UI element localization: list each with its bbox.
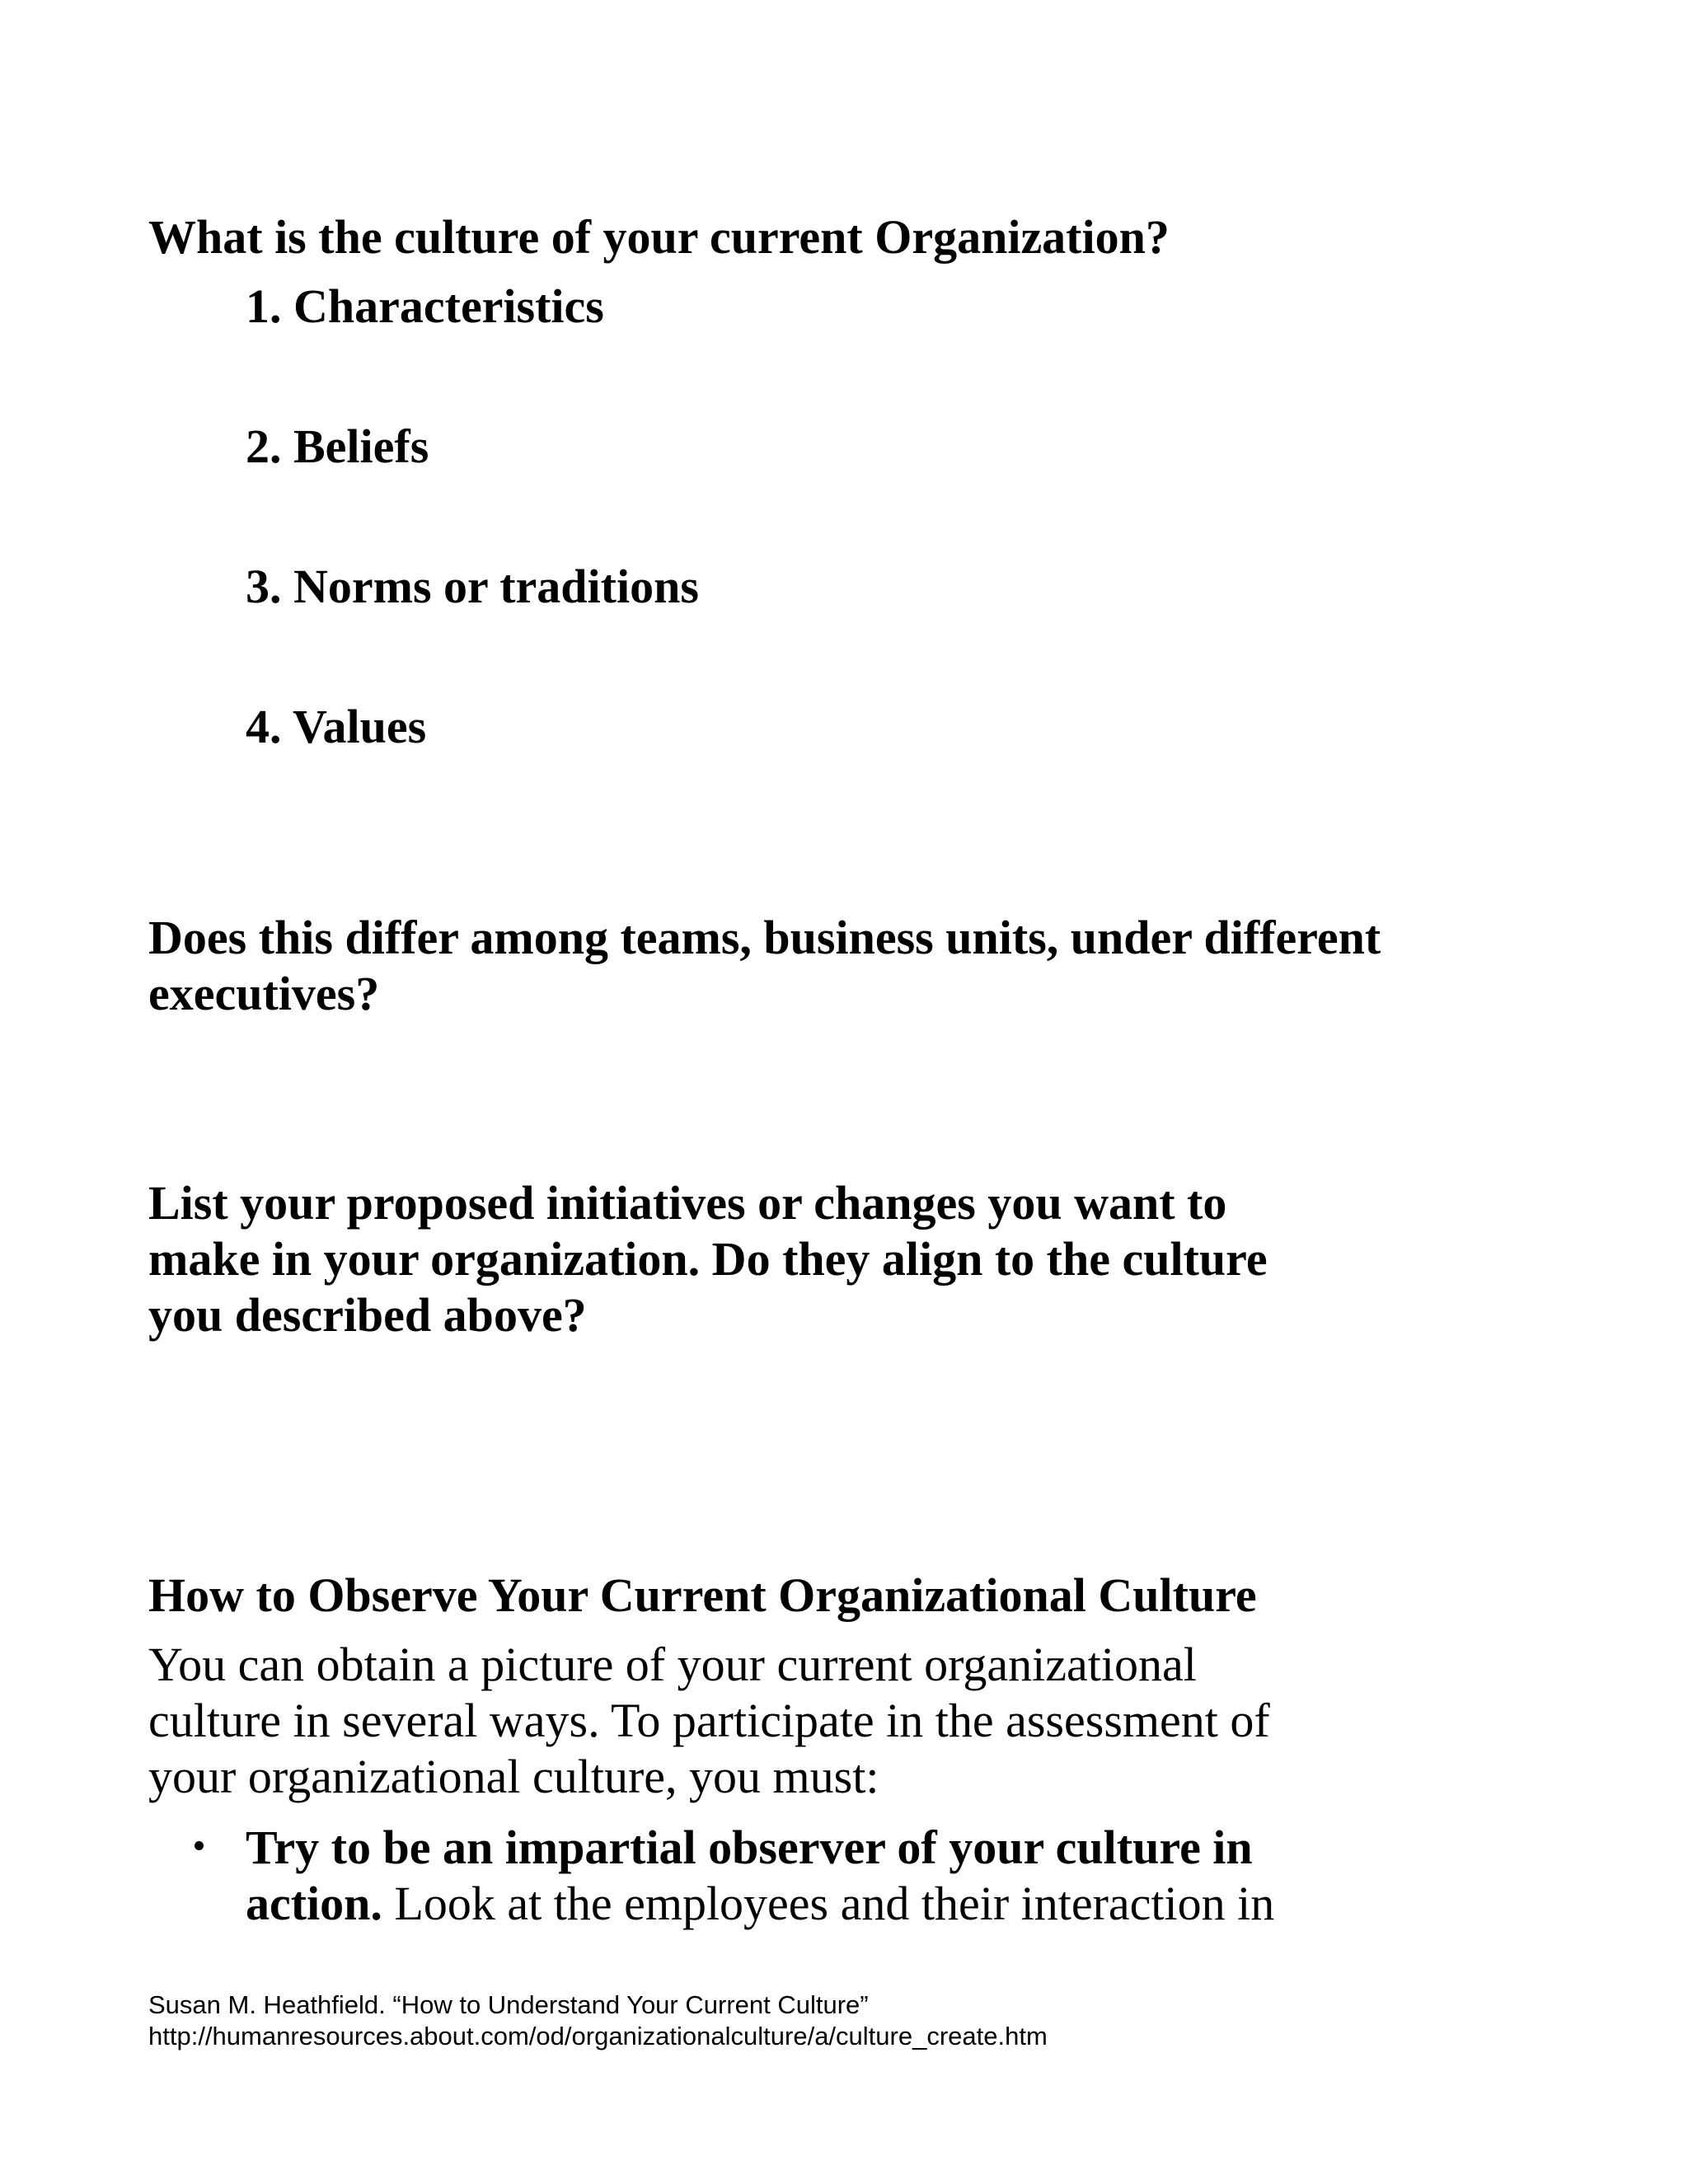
footer-citation: [148, 1990, 1048, 2052]
observe-intro-paragraph: You can obtain a picture of your current organizational culture in several ways. To participate in the assessment of your organizational culture, you must:: [148, 1638, 1270, 1803]
citation-text: Susan M. Heathfield. “How to Understand Your Current Culture”: [148, 1990, 869, 2019]
citation-url: http://humanresources.about.com/od/organizationalculture/a/culture_create.htm: [148, 2022, 1048, 2050]
observe-section-heading: How to Observe Your Current Organizational Culture: [148, 1568, 1257, 1622]
culture-question: What is the culture of your current Organization?: [148, 210, 1170, 264]
culture-item-norms: 3. Norms or traditions: [246, 560, 699, 613]
bullet-text: [246, 1820, 1342, 1932]
bullet-rest-text: Look at the employees and their interaction in: [382, 1877, 1275, 1930]
culture-item-characteristics: 1. Characteristics: [246, 279, 604, 333]
culture-item-beliefs: 2. Beliefs: [246, 419, 429, 473]
initiatives-question: List your proposed initiatives or changes you want to make in your organization. Do they align to the culture you described above?: [148, 1176, 1268, 1342]
culture-item-values: 4. Values: [246, 700, 427, 753]
bullet-lead-text: Try to be an impartial observer of your culture in action.: [246, 1821, 1253, 1930]
bullet-icon: [195, 1841, 204, 1850]
differ-question: Does this differ among teams, business units, under different executives?: [148, 911, 1381, 1020]
